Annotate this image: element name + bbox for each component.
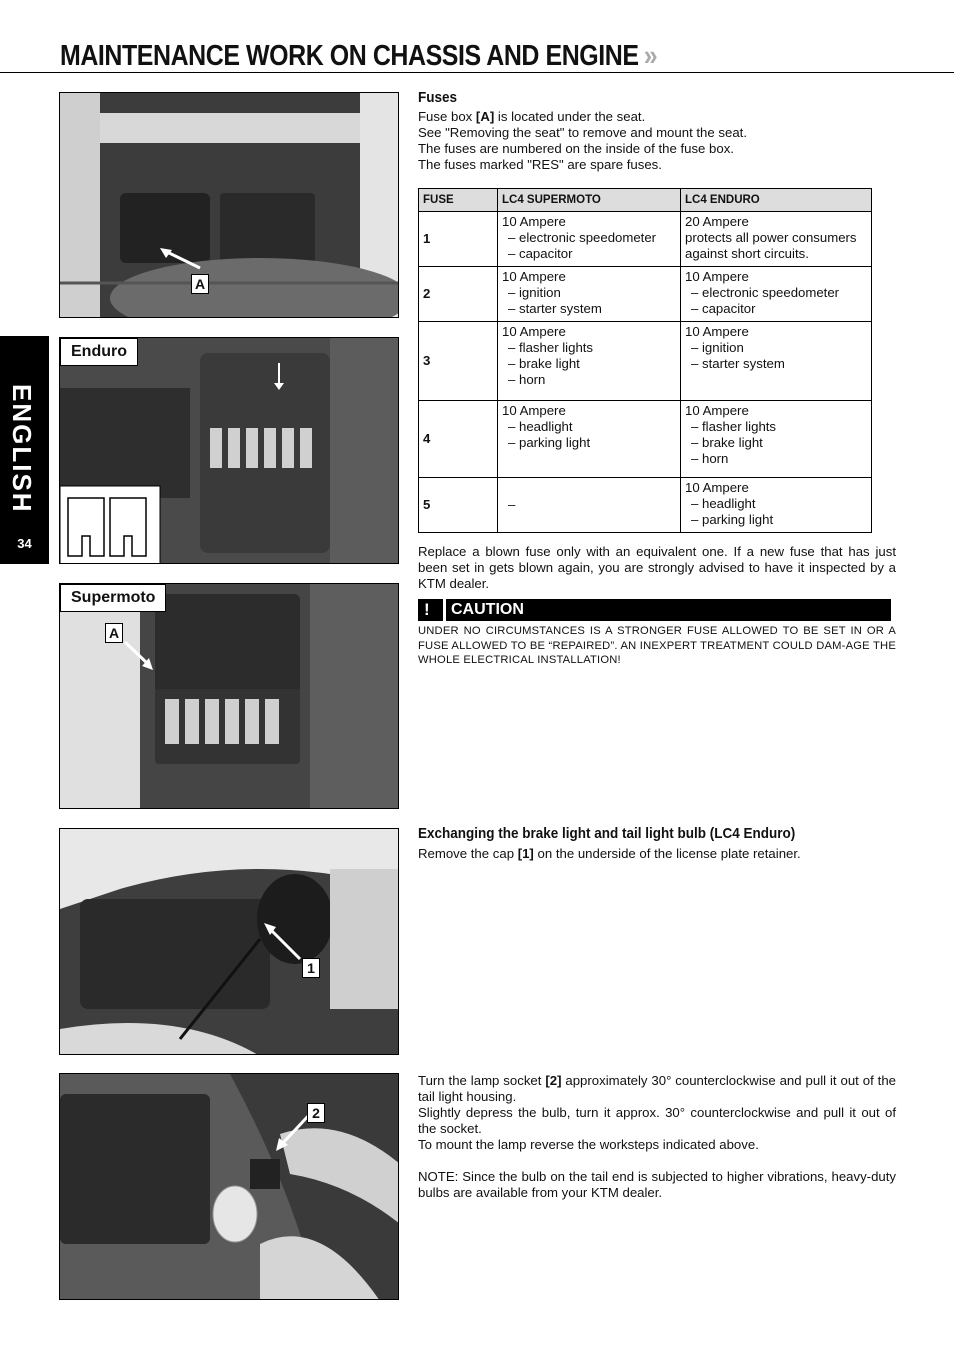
fuse-cell-line: – capacitor <box>508 246 573 261</box>
photo-supermoto-fuses <box>59 583 399 809</box>
fuse-cell-line: against short circuits. <box>685 246 809 261</box>
fuse-enduro-cell <box>681 322 872 401</box>
bulb-step-2: Turn the lamp socket [2] approximately 30° counterclockwise and pull it out of the tail light housing. <box>418 1073 896 1104</box>
fuse-enduro-cell <box>681 212 872 267</box>
fuse-cell-line: 10 Ampere <box>685 403 749 418</box>
marker-a: A <box>191 274 209 294</box>
fuse-number: 1 <box>419 212 498 267</box>
fuse-cell-line: 10 Ampere <box>502 269 566 284</box>
fuse-cell-line: – starter system <box>508 301 602 316</box>
fuse-row <box>419 212 872 267</box>
fuse-cell-line: – starter system <box>691 356 785 371</box>
photo-fuse-box-location <box>59 92 399 318</box>
fuse-cell-line: – electronic speedometer <box>508 230 657 245</box>
fuse-cell-line: protects all power consumers <box>685 230 857 245</box>
fuses-intro-line: Fuse box [A] is located under the seat. <box>418 109 646 124</box>
fuse-cell-line: 10 Ampere <box>685 480 749 495</box>
photo-remove-cap <box>59 828 399 1055</box>
fuse-row <box>419 478 872 533</box>
photo-enduro-fuses-image <box>60 338 399 564</box>
replace-note: Replace a blown fuse only with an equivalent one. If a new fuse that has just been set in gets blown again, you are strongly advised to have it inspected by a KTM dealer. <box>418 544 896 591</box>
fuse-enduro-cell <box>681 478 872 533</box>
fuse-number: 2 <box>419 267 498 322</box>
page-title <box>60 40 657 73</box>
fuses-intro-line: The fuses are numbered on the inside of the fuse box. <box>418 141 734 156</box>
fuses-section <box>418 90 896 173</box>
fuse-number: 3 <box>419 322 498 401</box>
marker-2: 2 <box>307 1103 325 1123</box>
title-rule <box>0 72 954 73</box>
fuse-supermoto-cell <box>498 267 681 322</box>
fuse-number: 5 <box>419 478 498 533</box>
fuse-table <box>418 188 872 533</box>
fuse-cell-line: – ignition <box>691 340 744 355</box>
fuse-cell-line: – ignition <box>508 285 561 300</box>
marker-a: A <box>105 623 123 643</box>
fuse-cell-line: – parking light <box>508 435 591 450</box>
fuses-intro-line: The fuses marked "RES" are spare fuses. <box>418 157 662 172</box>
fuse-cell-line: – electronic speedometer <box>691 285 840 300</box>
title-chevrons: » <box>643 40 658 72</box>
caution-bar <box>418 599 891 621</box>
photo-lamp-socket-image <box>60 1074 399 1300</box>
fuse-supermoto-cell <box>498 322 681 401</box>
fuse-number: 4 <box>419 401 498 478</box>
photo-enduro-fuses <box>59 337 399 564</box>
bulb-heading: Exchanging the brake light and tail light bulb (LC4 Enduro) <box>418 825 796 842</box>
fuse-enduro-cell <box>681 401 872 478</box>
fuse-cell-line: 10 Ampere <box>685 324 749 339</box>
fuses-intro-line: See "Removing the seat" to remove and mount the seat. <box>418 125 747 140</box>
fuse-row <box>419 401 872 478</box>
label-supermoto: Supermoto <box>60 584 166 612</box>
fuse-cell-line: – horn <box>508 372 546 387</box>
column-header: LC4 ENDURO <box>681 189 872 212</box>
fuse-cell-line: – horn <box>691 451 729 466</box>
fuse-supermoto-cell <box>498 478 681 533</box>
fuse-row <box>419 322 872 401</box>
caution-title: CAUTION <box>451 601 524 618</box>
page-number: 34 <box>17 536 32 551</box>
caution-divider <box>443 599 446 621</box>
column-header: LC4 SUPERMOTO <box>498 189 681 212</box>
bulb-step-3: Slightly depress the bulb, turn it approx. 30° counterclockwise and pull it out of the socket. <box>418 1105 896 1136</box>
bulb-step-4: To mount the lamp reverse the worksteps indicated above. <box>418 1137 759 1152</box>
fuse-cell-line: 10 Ampere <box>502 403 566 418</box>
caution-icon: ! <box>424 600 430 619</box>
photo-fuse-box-location-image <box>60 93 399 318</box>
page-title-text: MAINTENANCE WORK ON CHASSIS AND ENGINE <box>60 40 639 72</box>
bulb-note: NOTE: Since the bulb on the tail end is subjected to higher vibrations, heavy-duty bulbs are available from your KTM dealer. <box>418 1169 896 1200</box>
fuse-supermoto-cell <box>498 401 681 478</box>
photo-lamp-socket <box>59 1073 399 1300</box>
fuse-enduro-cell <box>681 267 872 322</box>
marker-1: 1 <box>302 958 320 978</box>
column-header: FUSE <box>419 189 498 212</box>
fuse-cell-line: – <box>508 496 516 512</box>
fuse-cell-line: – flasher lights <box>508 340 594 355</box>
fuse-supermoto-cell <box>498 212 681 267</box>
fuse-cell-line: 10 Ampere <box>502 324 566 339</box>
fuse-cell-line: – headlight <box>691 496 756 511</box>
fuse-cell-line: 10 Ampere <box>502 214 566 229</box>
fuse-cell-line: 20 Ampere <box>685 214 749 229</box>
fuse-table-header <box>419 189 872 212</box>
language-label: ENGLISH <box>7 384 37 514</box>
fuse-row <box>419 267 872 322</box>
photo-remove-cap-image <box>60 829 399 1055</box>
photo-supermoto-fuses-image <box>60 584 399 809</box>
fuse-cell-line: – brake light <box>508 356 580 371</box>
bulb-section <box>418 826 896 862</box>
label-enduro: Enduro <box>60 338 138 366</box>
fuse-cell-line: – flasher lights <box>691 419 777 434</box>
fuse-cell-line: – headlight <box>508 419 573 434</box>
fuse-cell-line: 10 Ampere <box>685 269 749 284</box>
fuse-cell-line: – parking light <box>691 512 774 527</box>
bulb-steps <box>418 1073 896 1201</box>
caution-text: UNDER NO CIRCUMSTANCES IS A STRONGER FUSE ALLOWED TO BE SET IN OR A FUSE ALLOWED TO BE “REPAIRED”. AN INEXPERT TREATMENT COULD DAM-AGE THE WHOLE ELECTRICAL INSTALLATION! <box>418 625 896 666</box>
language-tab <box>0 336 49 564</box>
fuse-cell-line: – capacitor <box>691 301 756 316</box>
fuses-heading: Fuses <box>418 89 458 106</box>
fuse-cell-line: – brake light <box>691 435 763 450</box>
bulb-step-1: Remove the cap [1] on the underside of the license plate retainer. <box>418 846 801 861</box>
